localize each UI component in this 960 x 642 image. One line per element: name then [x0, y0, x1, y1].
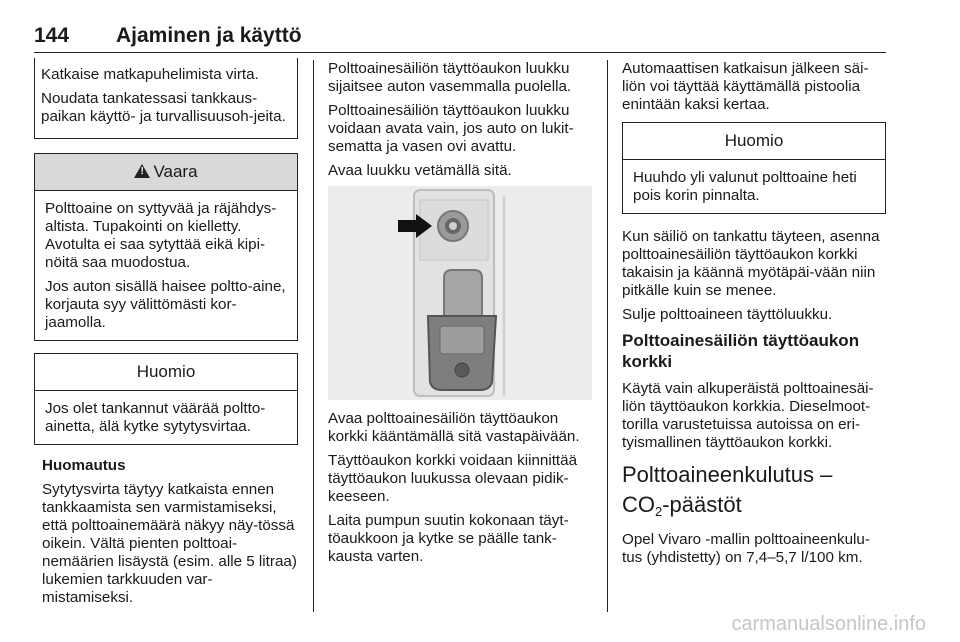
watermark: carmanualsonline.info: [731, 613, 926, 635]
column-divider: [313, 60, 314, 612]
fuel-flap-illustration: [328, 186, 592, 400]
body-paragraph: Laita pumpun suutin kokonaan täyt-töaukkoon ja kytke se päälle tank-kausta varten.: [328, 512, 569, 565]
page-number: 144: [34, 24, 70, 47]
body-paragraph: Opel Vivaro -mallin polttoaineenkulu-tus (yhdistetty) on 7,4–5,7 l/100 km.: [622, 531, 870, 566]
body-paragraph: Sulje polttoaineen täyttöluukku.: [622, 306, 833, 323]
warning-header: [35, 154, 297, 191]
note-title: Huomautus: [42, 457, 126, 474]
body-paragraph: Täyttöaukon korkki voidaan kiinnittää täyttöaukon luukussa olevaan pidik-keeseen.: [328, 452, 578, 505]
heading-text: Polttoaineenkulutus – CO: [622, 462, 833, 517]
column-1: [34, 60, 298, 607]
body-paragraph: Avaa polttoainesäiliön täyttöaukon korkki kääntämällä sitä vastapäivään.: [328, 410, 580, 445]
column-3: [622, 60, 886, 573]
warning-title: Vaara: [153, 162, 198, 181]
body-paragraph: Polttoainesäiliön täyttöaukon luukku voidaan avata vain, jos auto on lukit-sematta ja vasen ovi avattu.: [328, 102, 574, 155]
column-divider: [607, 60, 608, 612]
safety-instructions-box: [34, 58, 298, 139]
heading-subscript: 2: [655, 504, 663, 519]
warning-triangle-icon: !: [134, 164, 150, 178]
body-paragraph: Kun säiliö on tankattu täyteen, asenna polttoainesäiliön täyttöaukon korkki takaisin ja käännä myötäpäi-vään niin pitkälle kuin se menee.: [622, 228, 880, 299]
warning-box: [34, 153, 298, 341]
section-subheading: Polttoainesäiliön täyttöaukon korkki: [622, 331, 860, 371]
warning-text: Polttoaine on syttyvää ja räjähdys-altista. Tupakointi on kielletty. Avotulta ei saa sytyttää eikä kipi-nöitä saa muodostua.: [45, 200, 277, 271]
note-block: [34, 457, 298, 607]
heading-text: -päästöt: [662, 492, 742, 517]
body-paragraph: Avaa luukku vetämällä sitä.: [328, 162, 512, 179]
fuel-flap-figure: [328, 186, 592, 400]
section-heading: [622, 460, 886, 527]
refuel-instruction: Noudata tankatessasi tankkaus-paikan käyttö- ja turvallisuusoh-jeita.: [41, 90, 286, 125]
page-title: Ajaminen ja käyttö: [116, 24, 302, 47]
page-header: [34, 18, 886, 53]
caution-title: Huomio: [623, 123, 885, 160]
caution-text: Huuhdo yli valunut polttoaine heti pois korin pinnalta.: [633, 169, 857, 204]
body-paragraph: Käytä vain alkuperäistä polttoainesäi-liön täyttöaukon korkkia. Dieselmoot-torilla varustetuissa autoissa on eri-tyismallinen täyttöaukon korkki.: [622, 380, 874, 451]
column-2: [328, 60, 592, 572]
body-paragraph: Automaattisen katkaisun jälkeen säi-liön voi täyttää käyttämällä pistoolia enintään kaksi kertaa.: [622, 60, 869, 113]
warning-text: Jos auton sisällä haisee poltto-aine, korjauta syy välittömästi kor-jaamolla.: [45, 278, 286, 331]
note-text: Sytytysvirta täytyy katkaista ennen tankkaamista sen varmistamiseksi, että polttoainemäärä näkyy näy-tössä oikein. Vältä pienten polttoai-nemäärien lisäystä (esim. alle 5 litraa) lukemien tarkkuuden var-mistamiseksi.: [42, 481, 297, 606]
phone-instruction: Katkaise matkapuhelimista virta.: [41, 66, 259, 83]
caution-text: Jos olet tankannut väärää poltto-ainetta, älä kytke sytytysvirtaa.: [45, 400, 266, 435]
body-paragraph: Polttoainesäiliön täyttöaukon luukku sijaitsee auton vasemmalla puolella.: [328, 60, 572, 95]
caution-box: [34, 353, 298, 445]
caution-title: Huomio: [35, 354, 297, 391]
caution-box: [622, 122, 886, 214]
